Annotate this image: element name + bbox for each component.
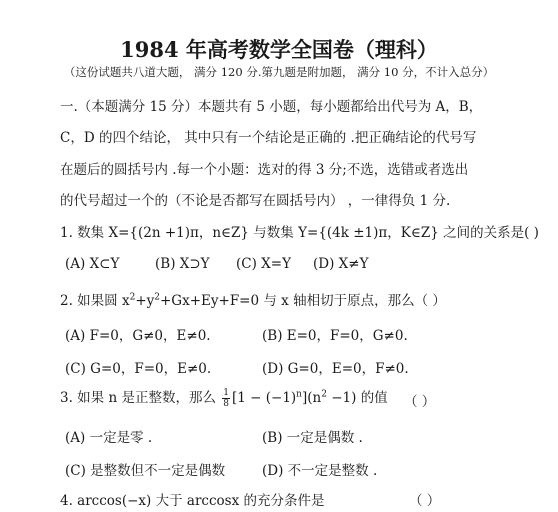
question-3-fraction (222, 388, 230, 409)
section-intro-line-2: C，D 的四个结论， 其中只有一个结论是正确的 .把正确结论的代号写 (60, 130, 477, 146)
question-2-stem-part-b: +y (135, 293, 155, 309)
question-3-fraction-denominator: 8 (223, 399, 229, 409)
question-1-option-d: (D) X≠Y (313, 256, 369, 272)
question-2-option-a: (A) F=0，G≠0，E≠0. (65, 328, 211, 344)
question-2-exp-1: 2 (129, 292, 136, 303)
question-1-stem: 1. 数集 X={(2n +1)π，n∈Z} 与数集 Y={(4k ±1)π，K∈Z} 之间的关系是( ) (60, 225, 539, 241)
question-3-option-d: (D) 不一定是整数 . (262, 463, 378, 479)
section-intro-line-3: 在题后的圆括号内 .每一个小题：选对的得 3 分;不选，选错或者选出 (60, 162, 469, 178)
question-4-stem: 4. arccos(−x) 大于 arccosx 的充分条件是 (60, 493, 325, 509)
question-3-stem-part-b: [1 − (−1) (231, 390, 297, 406)
question-2-option-d: (D) G=0，E=0，F≠0. (262, 361, 409, 377)
question-3-fraction-numerator: 1 (223, 388, 229, 398)
question-3-option-b: (B) 一定是偶数 . (262, 430, 363, 446)
question-4-answer-paren: （ ） (409, 493, 441, 509)
page-title: 1984 年高考数学全国卷（理科） (120, 37, 438, 62)
question-3-stem (60, 386, 388, 409)
question-3-answer-paren: （ ） (404, 394, 436, 410)
page-subtitle: （这份试题共八道大题， 满分 120 分.第九题是附加题， 满分 10 分，不计入总分） (63, 65, 495, 79)
question-3-exp-2: 2 (321, 389, 327, 400)
question-2-exp-2: 2 (154, 292, 160, 303)
question-3-stem-part-d: −1) 的值 (326, 390, 388, 406)
question-3-stem-part-c: ](n (301, 390, 322, 406)
question-1-option-a: (A) X⊂Y (65, 256, 120, 272)
section-intro-line-1: 一.（本题满分 15 分）本题共有 5 小题，每小题都给出代号为 A，B， (60, 99, 483, 115)
question-2-option-b: (B) E=0，F=0，G≠0. (262, 328, 408, 344)
question-3-exp-1: n (296, 389, 302, 400)
section-intro-line-4: 的代号超过一个的（不论是否都写在圆括号内） ，一律得负 1 分. (60, 193, 451, 209)
question-2-stem (60, 289, 446, 309)
question-3-option-a: (A) 一定是零 . (65, 430, 153, 446)
question-2-option-c: (C) G=0，F=0，E≠0. (65, 361, 212, 377)
question-3-option-c: (C) 是整数但不一定是偶数 (65, 463, 226, 479)
question-3-stem-part-a: 3. 如果 n 是正整数，那么 (60, 390, 216, 406)
question-2-stem-part-a: 2. 如果圆 x (60, 293, 130, 309)
question-1-option-b: (B) X⊃Y (155, 256, 210, 272)
question-2-stem-part-c: +Gx+Ey+F=0 与 x 轴相切于原点，那么（ ） (160, 293, 446, 309)
question-1-option-c: (C) X=Y (236, 256, 291, 272)
